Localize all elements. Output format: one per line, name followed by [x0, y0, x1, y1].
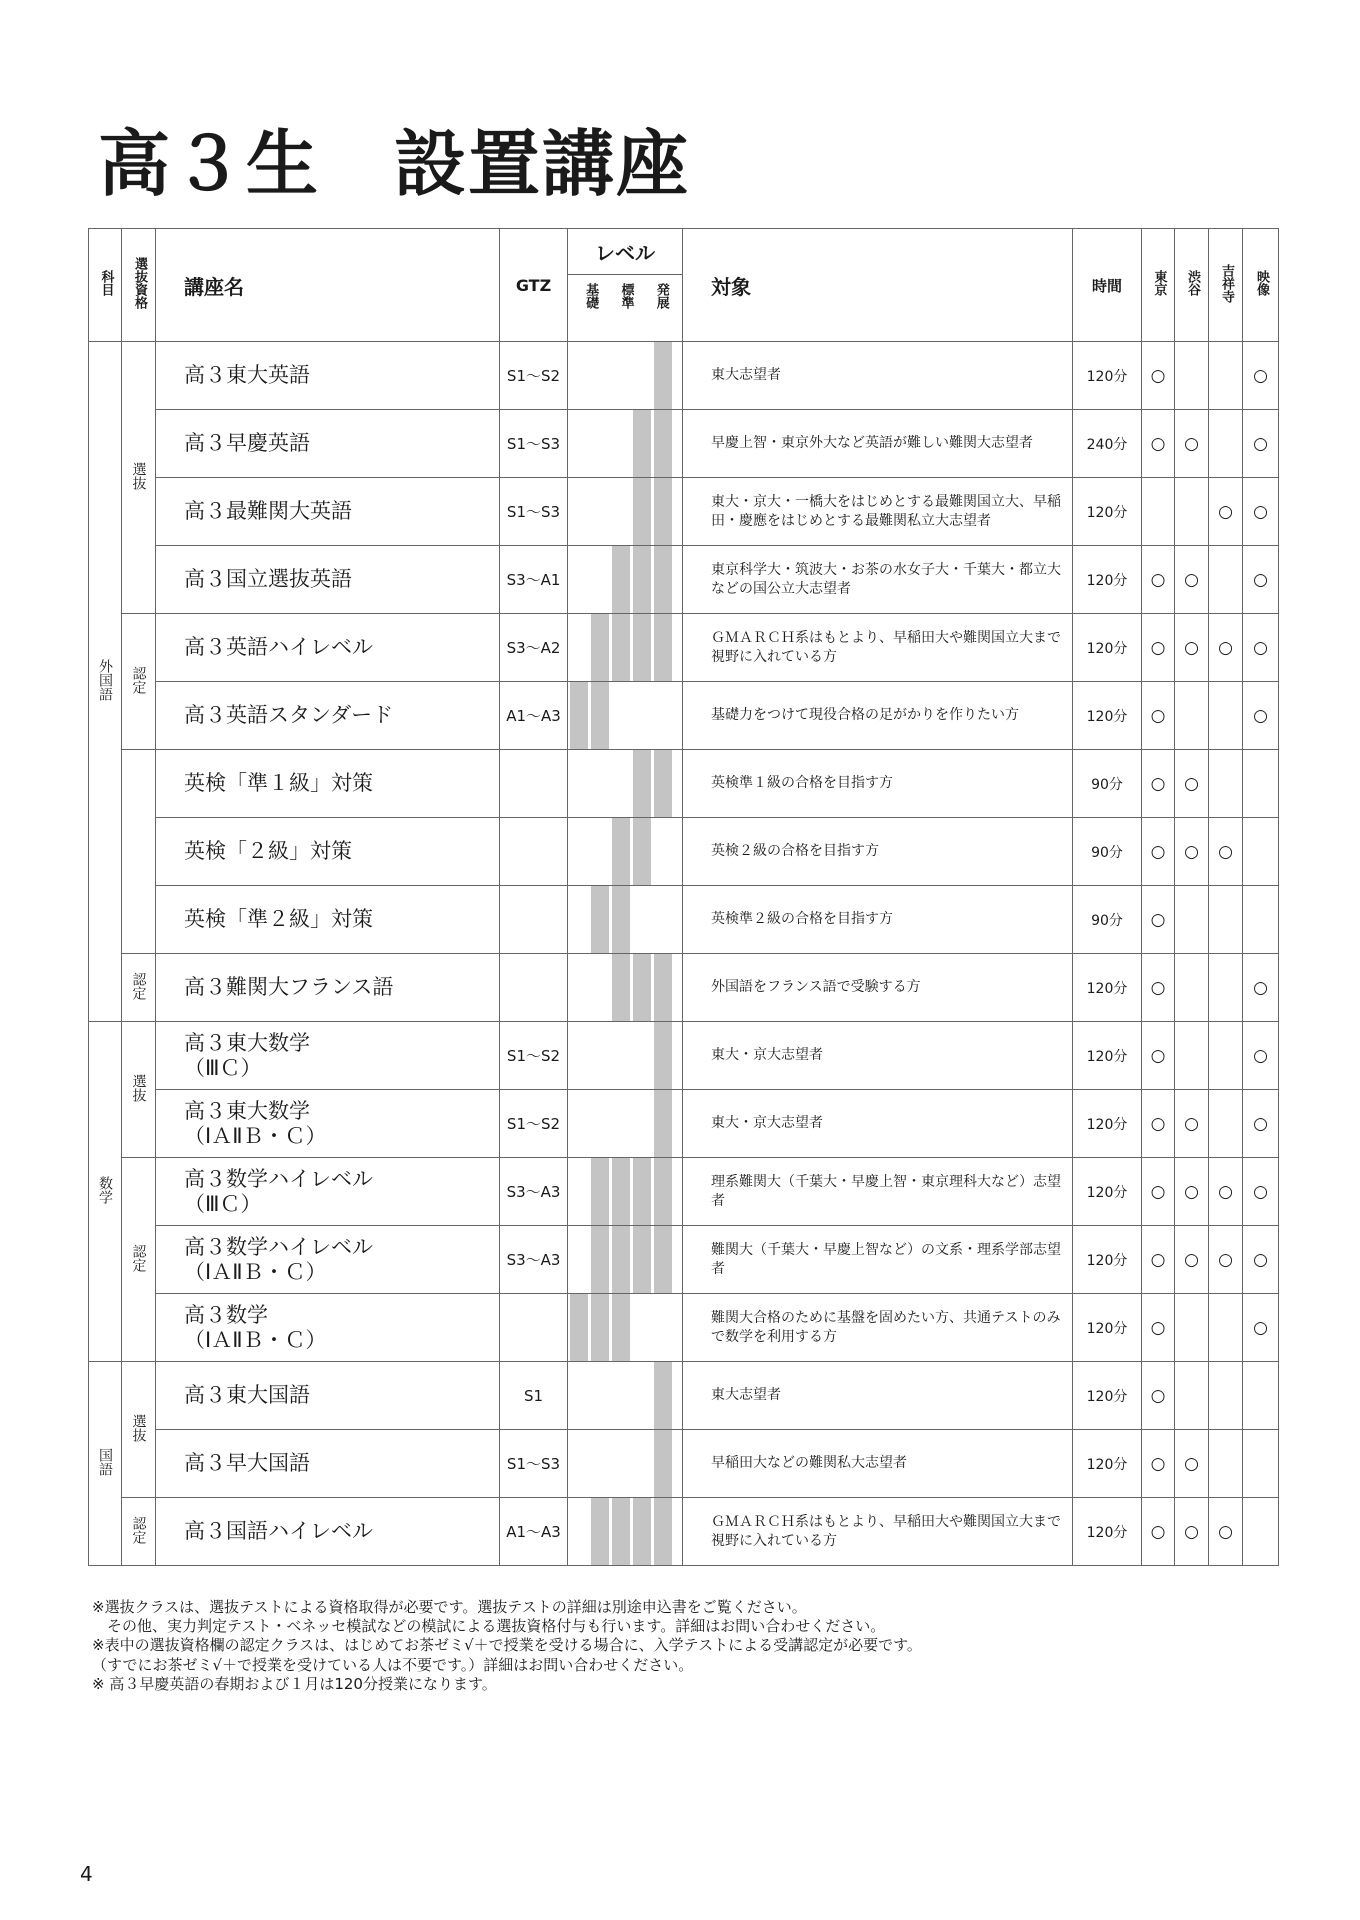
video-cell: ○	[1243, 342, 1279, 410]
target-cell: 難関大合格のために基盤を固めたい方、共通テストのみで数学を利用する方	[683, 1294, 1073, 1362]
level-bar	[654, 478, 672, 545]
note-line: ※ 高３早慶英語の春期および１月は120分授業になります。	[92, 1674, 497, 1693]
shibuya-cell	[1175, 954, 1209, 1022]
time-cell: 120分	[1073, 342, 1142, 410]
target-cell: 難関大（千葉大・早慶上智など）の文系・理系学部志望者	[683, 1226, 1073, 1294]
level-bar	[591, 614, 609, 681]
time-cell: 120分	[1073, 1362, 1142, 1430]
gtz-cell: S3〜A3	[500, 1226, 568, 1294]
tokyo-cell: ○	[1142, 1226, 1175, 1294]
level-bar	[591, 1158, 609, 1225]
qualification-cell: 認定	[122, 614, 156, 750]
target-cell: 理系難関大（千葉大・早慶上智・東京理科大など）志望者	[683, 1158, 1073, 1226]
level-bar	[591, 1498, 609, 1565]
level-bar	[654, 614, 672, 681]
level-cell	[568, 1294, 683, 1362]
level-bar	[654, 954, 672, 1021]
page-number: 4	[80, 1862, 93, 1886]
course-name: 高３国語ハイレベル	[156, 1498, 500, 1566]
kichijoji-cell	[1209, 342, 1243, 410]
level-bar	[570, 682, 588, 749]
target-cell: 英検２級の合格を目指す方	[683, 818, 1073, 886]
subject-cell: 国語	[89, 1362, 122, 1566]
kichijoji-cell: ○	[1209, 478, 1243, 546]
course-name: 高３難関大フランス語	[156, 954, 500, 1022]
gtz-cell: S1〜S3	[500, 410, 568, 478]
target-cell: 英検準１級の合格を目指す方	[683, 750, 1073, 818]
gtz-cell	[500, 818, 568, 886]
time-cell: 240分	[1073, 410, 1142, 478]
note-line: その他、実力判定テスト・ベネッセ模試などの模試による選抜資格付与も行います。詳細はお問い合わせください。	[92, 1617, 886, 1636]
header-target: 対象	[683, 229, 1073, 342]
level-bar	[591, 682, 609, 749]
course-name: 英検「準２級」対策	[156, 886, 500, 954]
note-line: （すでにお茶ゼミ√＋で授業を受けている人は不要です。）詳細はお問い合わせください。	[92, 1655, 694, 1674]
kichijoji-cell	[1209, 1090, 1243, 1158]
level-bar	[612, 1158, 630, 1225]
qualification-cell	[122, 750, 156, 954]
tokyo-cell: ○	[1142, 682, 1175, 750]
table-row	[89, 1430, 1279, 1498]
target-cell: ＧＭＡＲＣＨ系はもとより、早稲田大や難関国立大まで視野に入れている方	[683, 1498, 1073, 1566]
course-name: 高３数学 （ⅠＡⅡＢ・Ｃ）	[156, 1294, 500, 1362]
time-cell: 120分	[1073, 1430, 1142, 1498]
level-bar	[633, 546, 651, 613]
video-cell	[1243, 886, 1279, 954]
gtz-cell: A1〜A3	[500, 682, 568, 750]
table-row	[89, 1022, 1279, 1090]
notes	[92, 1598, 922, 1694]
level-cell	[568, 1430, 683, 1498]
video-cell	[1243, 1430, 1279, 1498]
time-cell: 120分	[1073, 546, 1142, 614]
time-cell: 90分	[1073, 818, 1142, 886]
video-cell: ○	[1243, 614, 1279, 682]
shibuya-cell	[1175, 478, 1209, 546]
level-bar	[570, 1294, 588, 1361]
video-cell	[1243, 1498, 1279, 1566]
shibuya-cell	[1175, 1022, 1209, 1090]
shibuya-cell: ○	[1175, 1498, 1209, 1566]
time-cell: 120分	[1073, 954, 1142, 1022]
course-name: 高３早慶英語	[156, 410, 500, 478]
time-cell: 90分	[1073, 886, 1142, 954]
shibuya-cell: ○	[1175, 1430, 1209, 1498]
table-row	[89, 1294, 1279, 1362]
level-bar	[612, 886, 630, 953]
target-cell: 早稲田大などの難関私大志望者	[683, 1430, 1073, 1498]
shibuya-cell: ○	[1175, 1090, 1209, 1158]
qualification-cell: 認定	[122, 1498, 156, 1566]
kichijoji-cell	[1209, 886, 1243, 954]
video-cell: ○	[1243, 682, 1279, 750]
header-gtz: GTZ	[500, 229, 568, 342]
table-row	[89, 750, 1279, 818]
course-name: 高３東大国語	[156, 1362, 500, 1430]
level-cell	[568, 1226, 683, 1294]
level-bar	[654, 342, 672, 409]
tokyo-cell: ○	[1142, 886, 1175, 954]
shibuya-cell: ○	[1175, 1158, 1209, 1226]
header-time: 時間	[1073, 229, 1142, 342]
course-name: 高３国立選抜英語	[156, 546, 500, 614]
kichijoji-cell	[1209, 546, 1243, 614]
shibuya-cell: ○	[1175, 546, 1209, 614]
table-row	[89, 1226, 1279, 1294]
level-bar	[654, 546, 672, 613]
target-cell: 早慶上智・東京外大など英語が難しい難関大志望者	[683, 410, 1073, 478]
gtz-cell: S3〜A1	[500, 546, 568, 614]
level-cell	[568, 614, 683, 682]
shibuya-cell	[1175, 682, 1209, 750]
course-name: 高３東大英語	[156, 342, 500, 410]
shibuya-cell: ○	[1175, 750, 1209, 818]
level-cell	[568, 818, 683, 886]
level-bar	[591, 1294, 609, 1361]
gtz-cell: S1	[500, 1362, 568, 1430]
target-cell: 基礎力をつけて現役合格の足がかりを作りたい方	[683, 682, 1073, 750]
gtz-cell	[500, 750, 568, 818]
header-level-basic: 基礎	[583, 283, 599, 309]
level-cell	[568, 954, 683, 1022]
header-course: 講座名	[156, 229, 500, 342]
table-row	[89, 886, 1279, 954]
tokyo-cell: ○	[1142, 410, 1175, 478]
tokyo-cell: ○	[1142, 954, 1175, 1022]
shibuya-cell: ○	[1175, 1226, 1209, 1294]
level-bar	[654, 1498, 672, 1565]
level-bar	[612, 1226, 630, 1293]
kichijoji-cell	[1209, 1430, 1243, 1498]
tokyo-cell: ○	[1142, 1022, 1175, 1090]
gtz-cell: S1〜S3	[500, 478, 568, 546]
video-cell: ○	[1243, 1226, 1279, 1294]
kichijoji-cell: ○	[1209, 1498, 1243, 1566]
time-cell: 120分	[1073, 478, 1142, 546]
table-row	[89, 1362, 1279, 1430]
level-bar	[633, 750, 651, 817]
kichijoji-cell	[1209, 954, 1243, 1022]
kichijoji-cell	[1209, 682, 1243, 750]
kichijoji-cell: ○	[1209, 818, 1243, 886]
table-row	[89, 478, 1279, 546]
course-name: 英検「２級」対策	[156, 818, 500, 886]
header-video: 映像	[1243, 229, 1279, 342]
table-row	[89, 1090, 1279, 1158]
table-row	[89, 614, 1279, 682]
level-cell	[568, 886, 683, 954]
level-bar	[612, 614, 630, 681]
kichijoji-cell	[1209, 1022, 1243, 1090]
video-cell: ○	[1243, 410, 1279, 478]
tokyo-cell: ○	[1142, 1498, 1175, 1566]
level-bar	[633, 410, 651, 477]
qualification-cell: 認定	[122, 1158, 156, 1362]
shibuya-cell	[1175, 1294, 1209, 1362]
gtz-cell: S1〜S2	[500, 1090, 568, 1158]
qualification-cell: 選抜	[122, 1022, 156, 1158]
header-level-sub	[568, 275, 683, 342]
level-bar	[591, 1226, 609, 1293]
table-row	[89, 818, 1279, 886]
video-cell: ○	[1243, 478, 1279, 546]
target-cell: 東大志望者	[683, 1362, 1073, 1430]
level-bar	[654, 1022, 672, 1089]
level-bar	[612, 1498, 630, 1565]
level-bar	[633, 478, 651, 545]
shibuya-cell: ○	[1175, 614, 1209, 682]
qualification-cell: 選抜	[122, 342, 156, 614]
video-cell	[1243, 818, 1279, 886]
level-bar	[633, 1498, 651, 1565]
level-cell	[568, 546, 683, 614]
header-kichijoji: 吉祥寺	[1209, 229, 1243, 342]
tokyo-cell: ○	[1142, 546, 1175, 614]
level-bar	[654, 410, 672, 477]
level-cell	[568, 342, 683, 410]
level-bar	[612, 954, 630, 1021]
qualification-cell: 認定	[122, 954, 156, 1022]
level-cell	[568, 478, 683, 546]
video-cell: ○	[1243, 546, 1279, 614]
table-row	[89, 1498, 1279, 1566]
kichijoji-cell	[1209, 750, 1243, 818]
gtz-cell: S3〜A2	[500, 614, 568, 682]
tokyo-cell: ○	[1142, 1158, 1175, 1226]
kichijoji-cell: ○	[1209, 614, 1243, 682]
header-level: レベル	[568, 229, 683, 275]
table-row	[89, 410, 1279, 478]
gtz-cell	[500, 954, 568, 1022]
video-cell: ○	[1243, 1158, 1279, 1226]
target-cell: 東大・京大志望者	[683, 1022, 1073, 1090]
table-row	[89, 342, 1279, 410]
gtz-cell: A1〜A3	[500, 1498, 568, 1566]
course-body	[89, 342, 1279, 1566]
video-cell	[1243, 1362, 1279, 1430]
tokyo-cell: ○	[1142, 750, 1175, 818]
header-tokyo: 東京	[1142, 229, 1175, 342]
gtz-cell: S3〜A3	[500, 1158, 568, 1226]
level-cell	[568, 750, 683, 818]
time-cell: 120分	[1073, 1158, 1142, 1226]
level-bar	[654, 1430, 672, 1497]
header-shibuya: 渋谷	[1175, 229, 1209, 342]
level-bar	[654, 1362, 672, 1429]
header-level-standard: 標準	[618, 283, 634, 309]
level-bar	[654, 1226, 672, 1293]
kichijoji-cell	[1209, 410, 1243, 478]
kichijoji-cell	[1209, 1362, 1243, 1430]
level-cell	[568, 1022, 683, 1090]
video-cell: ○	[1243, 1022, 1279, 1090]
level-cell	[568, 1158, 683, 1226]
tokyo-cell: ○	[1142, 1430, 1175, 1498]
level-bar	[633, 1158, 651, 1225]
tokyo-cell: ○	[1142, 1294, 1175, 1362]
time-cell: 120分	[1073, 682, 1142, 750]
course-table	[88, 228, 1279, 1566]
table-row	[89, 1158, 1279, 1226]
shibuya-cell	[1175, 886, 1209, 954]
header-level-advanced: 発展	[653, 283, 669, 309]
header-subject: 科目	[89, 229, 122, 342]
level-bar	[633, 614, 651, 681]
page-title: 高３生 設置講座	[98, 122, 691, 206]
course-name: 高３東大数学 （ⅢＣ）	[156, 1022, 500, 1090]
course-name: 高３英語スタンダード	[156, 682, 500, 750]
kichijoji-cell: ○	[1209, 1158, 1243, 1226]
shibuya-cell	[1175, 342, 1209, 410]
level-cell	[568, 1498, 683, 1566]
kichijoji-cell	[1209, 1294, 1243, 1362]
gtz-cell: S1〜S2	[500, 1022, 568, 1090]
table-row	[89, 954, 1279, 1022]
target-cell: 外国語をフランス語で受験する方	[683, 954, 1073, 1022]
video-cell: ○	[1243, 954, 1279, 1022]
video-cell	[1243, 750, 1279, 818]
target-cell: 東大志望者	[683, 342, 1073, 410]
video-cell: ○	[1243, 1294, 1279, 1362]
gtz-cell: S1〜S3	[500, 1430, 568, 1498]
time-cell: 90分	[1073, 750, 1142, 818]
shibuya-cell	[1175, 1362, 1209, 1430]
time-cell: 120分	[1073, 1226, 1142, 1294]
table-row	[89, 682, 1279, 750]
tokyo-cell: ○	[1142, 1090, 1175, 1158]
level-bar	[633, 818, 651, 885]
video-cell: ○	[1243, 1090, 1279, 1158]
level-bar	[633, 954, 651, 1021]
time-cell: 120分	[1073, 1022, 1142, 1090]
course-name: 高３最難関大英語	[156, 478, 500, 546]
level-bar	[612, 818, 630, 885]
gtz-cell: S1〜S2	[500, 342, 568, 410]
gtz-cell	[500, 886, 568, 954]
time-cell: 120分	[1073, 1498, 1142, 1566]
kichijoji-cell: ○	[1209, 1226, 1243, 1294]
table-row	[89, 546, 1279, 614]
course-name: 英検「準１級」対策	[156, 750, 500, 818]
level-cell	[568, 410, 683, 478]
tokyo-cell: ○	[1142, 818, 1175, 886]
level-bar	[633, 1226, 651, 1293]
qualification-cell: 選抜	[122, 1362, 156, 1498]
tokyo-cell: ○	[1142, 342, 1175, 410]
shibuya-cell: ○	[1175, 818, 1209, 886]
tokyo-cell	[1142, 478, 1175, 546]
time-cell: 120分	[1073, 1294, 1142, 1362]
note-line: ※選抜クラスは、選抜テストによる資格取得が必要です。選抜テストの詳細は別途申込書をご覧ください。	[92, 1598, 807, 1616]
course-name: 高３東大数学 （ⅠＡⅡＢ・Ｃ）	[156, 1090, 500, 1158]
level-cell	[568, 1362, 683, 1430]
gtz-cell	[500, 1294, 568, 1362]
course-name: 高３数学ハイレベル （ⅢＣ）	[156, 1158, 500, 1226]
note-line: ※表中の選抜資格欄の認定クラスは、はじめてお茶ゼミ√＋で授業を受ける場合に、入学テストによる受講認定が必要です。	[92, 1636, 922, 1655]
time-cell: 120分	[1073, 614, 1142, 682]
level-bar	[654, 1158, 672, 1225]
target-cell: 東大・京大・一橋大をはじめとする最難関国立大、早稲田・慶應をはじめとする最難関私立大志望者	[683, 478, 1073, 546]
level-bar	[612, 1294, 630, 1361]
time-cell: 120分	[1073, 1090, 1142, 1158]
tokyo-cell: ○	[1142, 614, 1175, 682]
level-cell	[568, 682, 683, 750]
shibuya-cell: ○	[1175, 410, 1209, 478]
level-bar	[591, 886, 609, 953]
course-name: 高３数学ハイレベル （ⅠＡⅡＢ・Ｃ）	[156, 1226, 500, 1294]
level-cell	[568, 1090, 683, 1158]
course-name: 高３早大国語	[156, 1430, 500, 1498]
subject-cell: 数学	[89, 1022, 122, 1362]
level-bar	[654, 1090, 672, 1157]
subject-cell: 外国語	[89, 342, 122, 1022]
course-name: 高３英語ハイレベル	[156, 614, 500, 682]
target-cell: 東京科学大・筑波大・お茶の水女子大・千葉大・都立大などの国公立大志望者	[683, 546, 1073, 614]
target-cell: 東大・京大志望者	[683, 1090, 1073, 1158]
header-qualification: 選抜資格	[122, 229, 156, 342]
level-bar	[612, 546, 630, 613]
tokyo-cell: ○	[1142, 1362, 1175, 1430]
target-cell: 英検準２級の合格を目指す方	[683, 886, 1073, 954]
level-bar	[654, 750, 672, 817]
target-cell: ＧＭＡＲＣＨ系はもとより、早稲田大や難関国立大まで視野に入れている方	[683, 614, 1073, 682]
